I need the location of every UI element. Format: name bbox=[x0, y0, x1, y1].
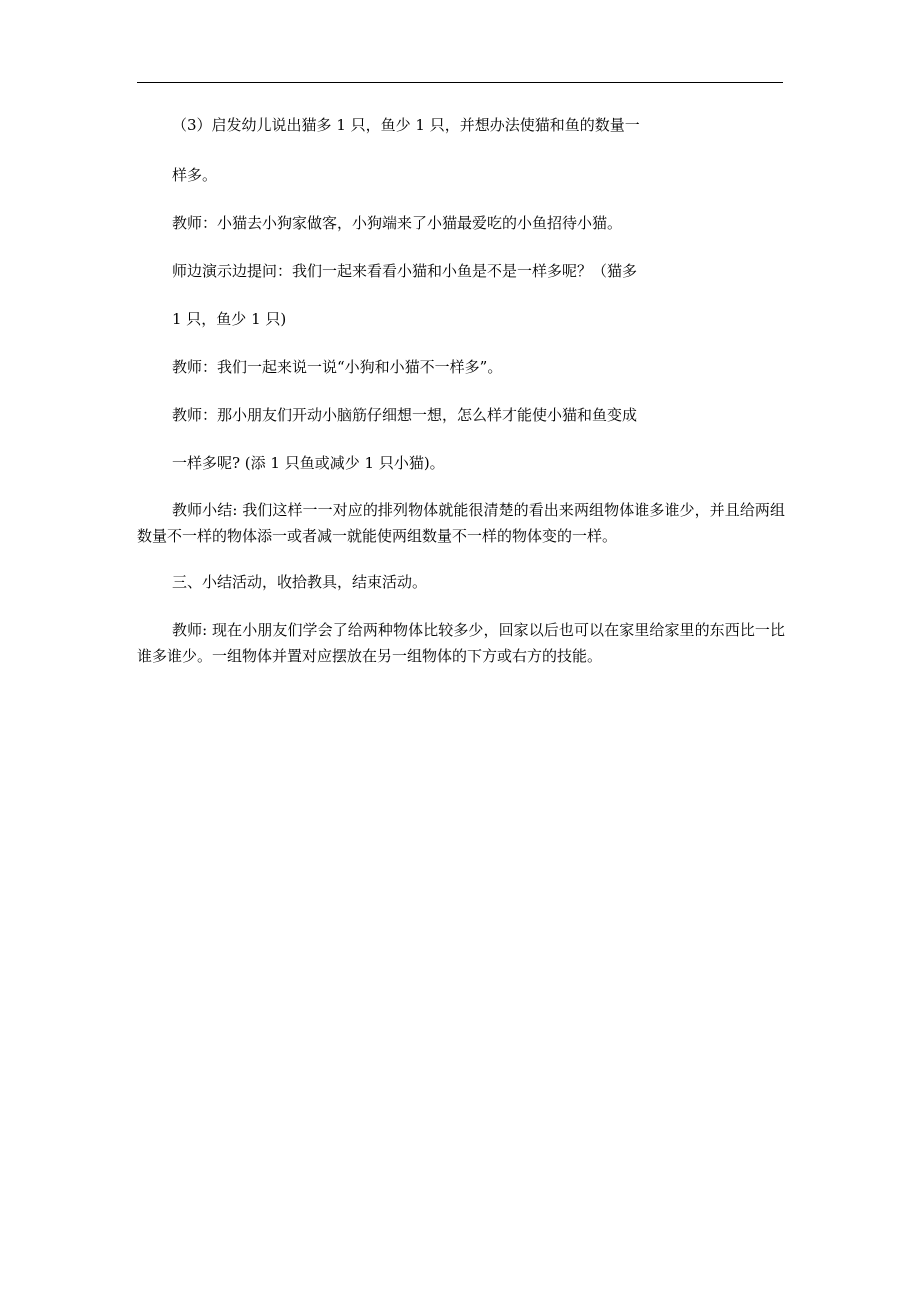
closing-paragraph: 教师: 现在小朋友们学会了给两种物体比较多少，回家以后也可以在家里给家里的东西比一比谁多谁少。一组物体并置对应摆放在另一组物体的下方或右方的技能。 bbox=[137, 621, 785, 665]
text-line: 教师：小猫去小狗家做客，小狗端来了小猫最爱吃的小鱼招待小猫。 bbox=[172, 214, 623, 232]
text-line: 样多。 bbox=[172, 166, 218, 184]
section-heading: 三、小结活动，收拾教具，结束活动。 bbox=[172, 573, 428, 591]
header-rule bbox=[137, 82, 783, 83]
text-line: 教师：我们一起来说一说“小狗和小猫不一样多”。 bbox=[172, 358, 503, 376]
summary-paragraph: 教师小结: 我们这样一一对应的排列物体就能很清楚的看出来两组物体谁多谁少，并且给两组数量不一样的物体添一或者减一就能使两组数量不一样的物体变的一样。 bbox=[137, 501, 785, 545]
text-line: 师边演示边提问：我们一起来看看小猫和小鱼是不是一样多呢？（猫多 bbox=[172, 262, 638, 280]
text-line: 一样多呢? (添 1 只鱼或减少 1 只小猫)。 bbox=[172, 454, 445, 472]
text-line: 1 只，鱼少 1 只) bbox=[172, 310, 287, 328]
text-line: 教师：那小朋友们开动小脑筋仔细想一想，怎么样才能使小猫和鱼变成 bbox=[172, 406, 638, 424]
text-line: （3）启发幼儿说出猫多 1 只，鱼少 1 只，并想办法使猫和鱼的数量一 bbox=[172, 116, 640, 134]
